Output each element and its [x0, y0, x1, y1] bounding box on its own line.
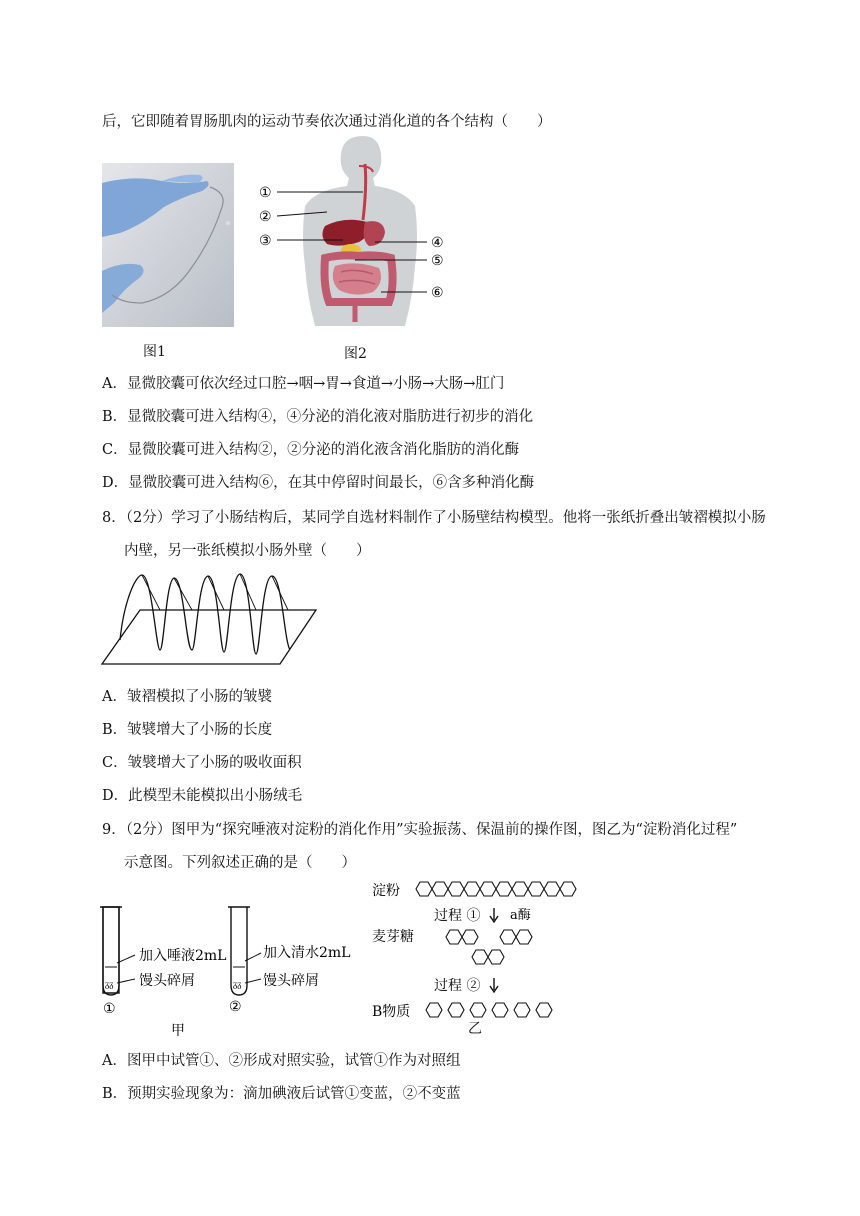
label-process-1: 过程 ① — [434, 908, 481, 924]
label-3: ③ — [259, 233, 272, 249]
tube2-label-bread: 馒头碎屑 — [263, 973, 319, 989]
tube1-number: ① — [103, 1001, 116, 1017]
q8-option-b: B．皱襞增大了小肠的长度 — [102, 722, 273, 738]
q7-option-b: B．显微胶囊可进入结构④，④分泌的消化液对脂肪进行初步的消化 — [102, 409, 534, 425]
figure-2-digestive-diagram — [255, 136, 455, 336]
q8-option-c: C．皱襞增大了小肠的吸收面积 — [102, 755, 302, 771]
label-2: ② — [259, 209, 272, 225]
q9-option-b: B．预期实验现象为：滴加碘液后试管①变蓝，②不变蓝 — [102, 1086, 461, 1102]
q8-stem-line1: 8．（2分）学习了小肠结构后，某同学自选材料制作了小肠壁结构模型。他将一张纸折叠出皱褶模拟小肠 — [102, 510, 766, 526]
svg-text:ᵹᵹ: ᵹᵹ — [233, 980, 242, 990]
figure-2-caption: 图2 — [344, 346, 367, 362]
label-b-substance: B物质 — [372, 1004, 411, 1020]
q9-figure-yi — [370, 876, 580, 1036]
label-starch: 淀粉 — [372, 883, 400, 899]
tube1-label-bread: 馒头碎屑 — [139, 973, 195, 989]
svg-text:ᵹᵹ: ᵹᵹ — [105, 980, 114, 990]
label-6: ⑥ — [431, 285, 444, 301]
tube1-label-saliva: 加入唾液2mL — [139, 948, 227, 964]
figure-1-caption: 图1 — [143, 344, 166, 360]
label-maltose: 麦芽糖 — [372, 929, 414, 945]
q8-fold-model-figure — [100, 570, 320, 670]
tube2-number: ② — [229, 999, 242, 1015]
q8-option-d: D．此模型未能模拟出小肠绒毛 — [102, 788, 303, 804]
label-4: ④ — [431, 235, 444, 251]
label-5: ⑤ — [431, 253, 444, 269]
q7-option-c: C．显微胶囊可进入结构②，②分泌的消化液含消化脂肪的消化酶 — [102, 442, 520, 458]
q8-option-a: A．皱褶模拟了小肠的皱襞 — [102, 689, 272, 705]
q7-option-a: A．显微胶囊可依次经过口腔→咽→胃→食道→小肠→大肠→肛门 — [102, 376, 505, 392]
figure-1-photo — [102, 163, 234, 327]
label-process-2: 过程 ② — [434, 978, 481, 994]
label-1: ① — [259, 185, 272, 201]
tube2-label-water: 加入清水2mL — [263, 945, 351, 961]
figure-yi-caption: 乙 — [468, 1021, 482, 1037]
q9-figure-jia — [95, 905, 351, 1040]
q7-stem-end: 后，它即随着胃肠肌肉的运动节奏依次通过消化道的各个结构（ ） — [102, 114, 552, 130]
q7-option-d: D．显微胶囊可进入结构⑥，在其中停留时间最长，⑥含多种消化酶 — [102, 475, 535, 491]
q8-stem-line2: 内壁，另一张纸模拟小肠外壁（ ） — [124, 543, 371, 559]
figure-jia-caption: 甲 — [171, 1023, 185, 1039]
q9-stem-line1: 9．（2分）图甲为“探究唾液对淀粉的消化作用”实验振荡、保温前的操作图，图乙为“淀粉消化过程” — [102, 822, 738, 838]
q9-option-a: A．图甲中试管①、②形成对照实验，试管①作为对照组 — [102, 1053, 461, 1069]
label-enzyme-a: a酶 — [510, 908, 531, 923]
q9-stem-line2: 示意图。下列叙述正确的是（ ） — [124, 855, 356, 871]
